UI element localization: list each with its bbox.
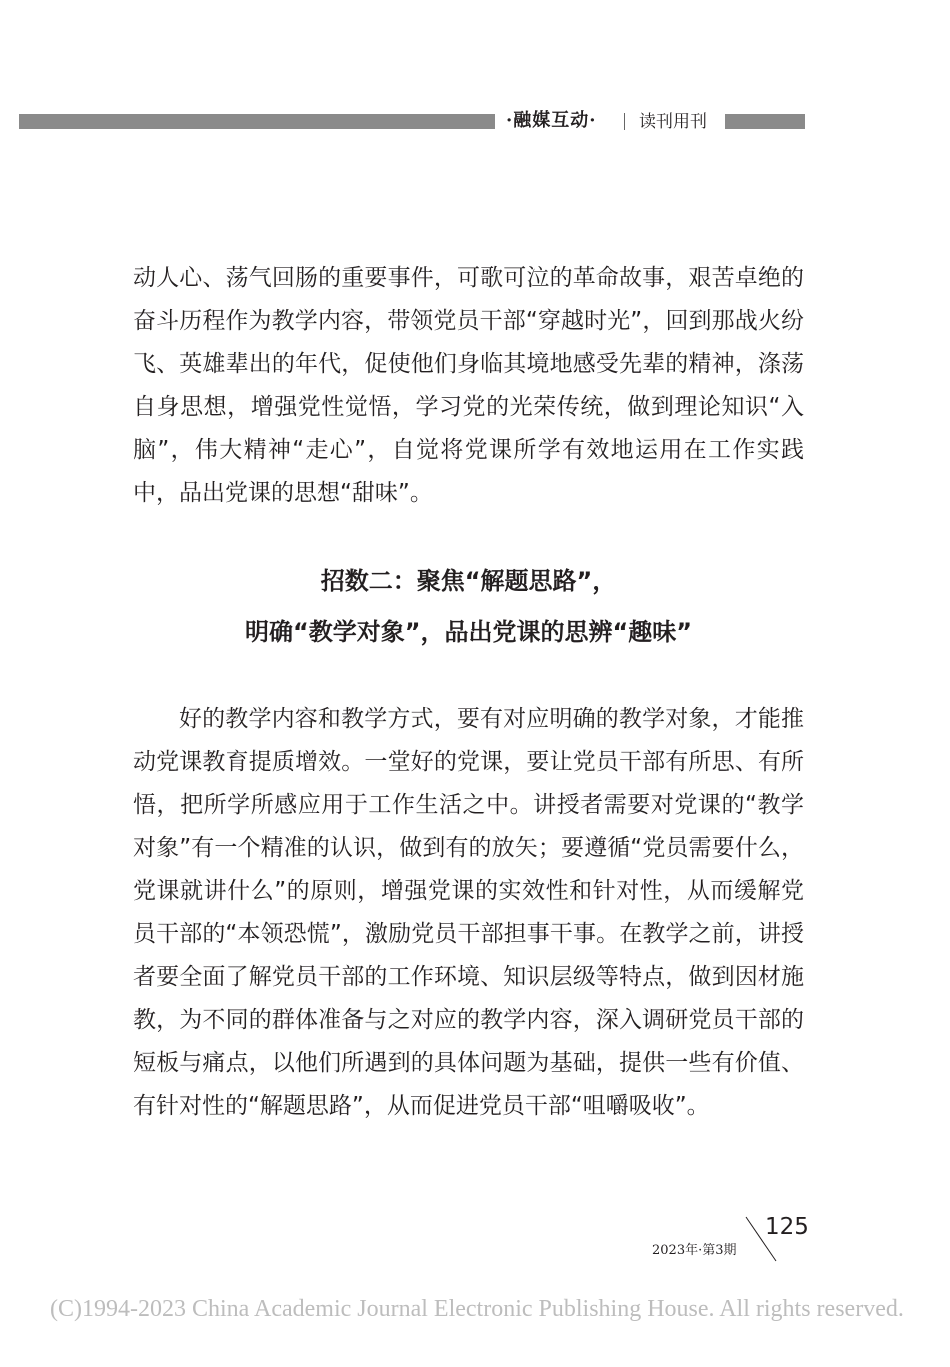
header-section-title: ·融媒互动· [506,110,597,131]
page-number-slash [744,1215,778,1263]
page-number: 125 [765,1214,809,1240]
body-paragraph-1: 动人心、荡气回肠的重要事件，可歌可泣的革命故事，艰苦卓绝的奋斗历程作为教学内容，带领党员干部“穿越时光”，回到那战火纷飞、英雄辈出的年代，促使他们身临其境地感受先辈的精神，涤荡自身思想，增强党性觉悟，学习党的光荣传统，做到理论知识“入脑”，伟大精神“走心”，自觉将党课所学有效地运用在工作实践中，品出党课的思想“甜味”。 [133,265,804,506]
header-bar-left [19,114,495,129]
copyright-watermark: (C)1994-2023 China Academic Journal Electronic Publishing House. All rights reserved. [50,1296,904,1322]
issue-label: 2023年·第3期 [652,1243,737,1258]
header-column-title: 读刊用刊 [639,112,707,132]
header-divider [624,113,625,130]
body-paragraph-2: 好的教学内容和教学方式，要有对应明确的教学对象，才能推动党课教育提质增效。一堂好的党课，要让党员干部有所思、有所悟，把所学所感应用于工作生活之中。讲授者需要对党课的“教学对象”有一个精准的认识，做到有的放矢；要遵循“党员需要什么，党课就讲什么”的原则，增强党课的实效性和针对性，从而缓解党员干部的“本领恐慌”，激励党员干部担事干事。在教学之前，讲授者要全面了解党员干部的工作环境、知识层级等特点，做到因材施教，为不同的群体准备与之对应的教学内容，深入调研党员干部的短板与痛点，以他们所遇到的具体问题为基础，提供一些有价值、有针对性的“解题思路”，从而促进党员干部“咀嚼吸收”。 [133,706,804,1119]
section-heading-line-2: 明确“教学对象”，品出党课的思辨“趣味” [244,618,693,646]
header-bar-right [725,114,805,129]
section-heading-line-1: 招数二：聚焦“解题思路”， [320,567,617,595]
